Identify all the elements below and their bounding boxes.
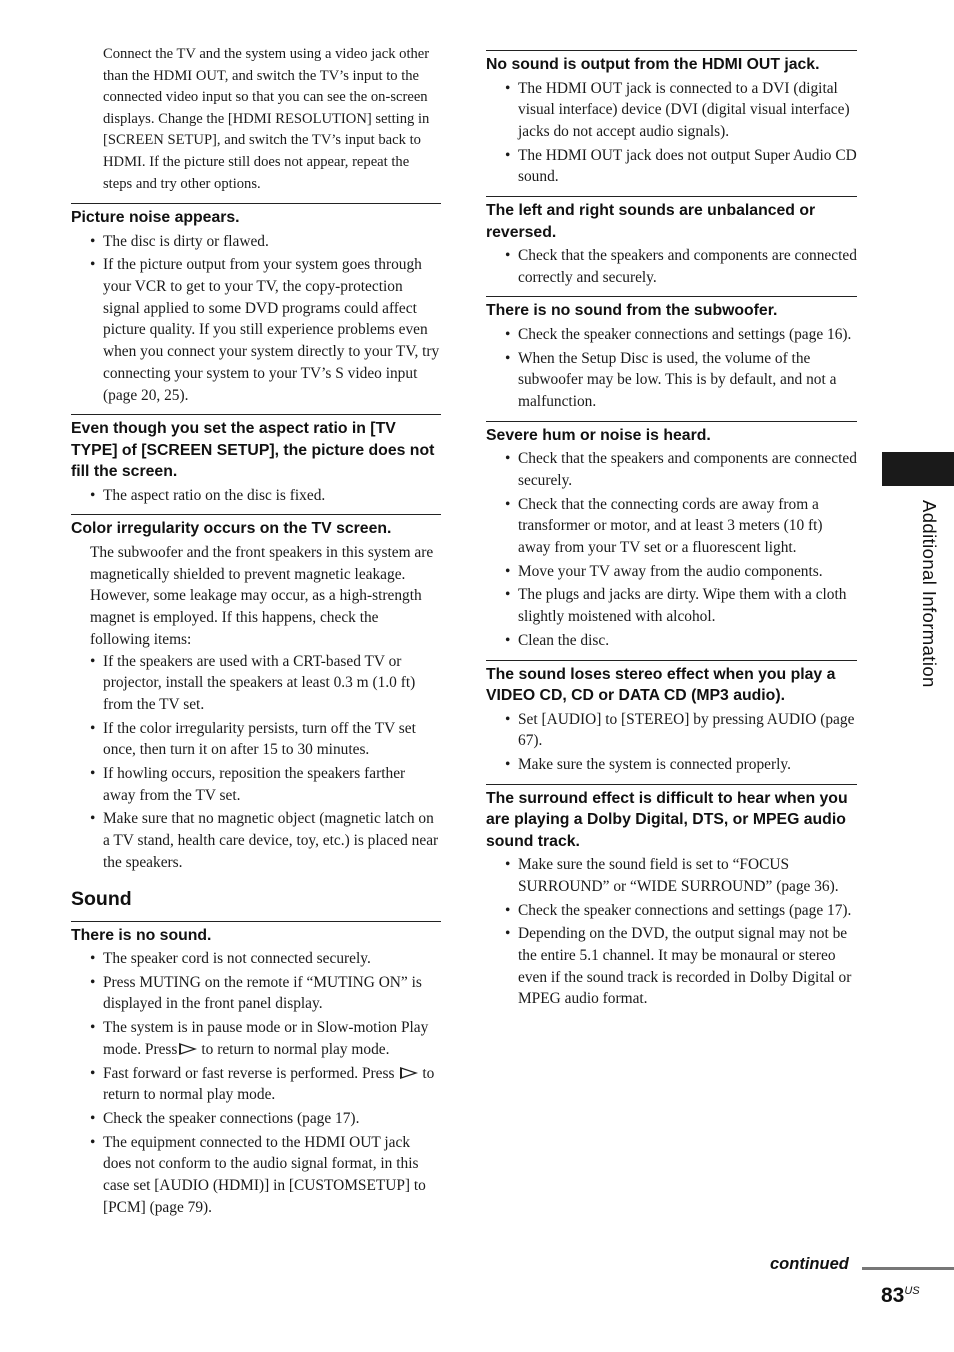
right-column — [486, 44, 857, 1012]
section-hdmi-out — [486, 50, 857, 188]
list-item: • If the picture output from your system goes through your VCR to get to your TV, the copy-protection signal applied to some DVD programs could affect picture quality. If you still experience problems even when you connect your system directly to your TV, try connecting your system to your TV’s S video input (page 20, 25). — [90, 256, 440, 404]
list-item: • Move your TV away from the audio components. — [505, 562, 823, 580]
list-item: • Check the speaker connections (page 17). — [90, 1109, 360, 1127]
list-item: • Make sure the sound field is set to “FOCUS SURROUND” or “WIDE SURROUND” (page 36). — [505, 856, 839, 895]
list-item: • The system is in pause mode or in Slow-motion Play mode. Press to return to normal play mode. — [90, 1019, 429, 1058]
intro-paragraph: Connect the TV and the system using a video jack other than the HDMI OUT, and switch the TV’s input to the connected video input so that you can see the on-screen displays. Change the [HDMI RESOLUTION] setting in [SCREEN SETUP], and switch the TV’s input back to HDMI. If the picture still does not appear, repeat the steps and try other options. — [103, 46, 430, 192]
section-heading: The sound loses stereo effect when you play a VIDEO CD, CD or DATA CD (MP3 audio). — [486, 665, 836, 705]
list-item: • Make sure the system is connected properly. — [505, 755, 791, 773]
section-picture-noise — [71, 203, 441, 406]
page-number: $83^{US}$ — [881, 1284, 920, 1307]
list-item: • Check that the speakers and components are connected securely. — [505, 450, 857, 489]
list-item: • If the speakers are used with a CRT-based TV or projector, install the speakers at least 0.3 m (1.0 ft) from the TV set. — [90, 652, 416, 713]
list-item: • Clean the disc. — [505, 631, 610, 649]
page-suffix: US — [904, 1285, 920, 1297]
section-unbalanced — [486, 196, 857, 288]
bullet-list — [71, 485, 441, 507]
section-subwoofer — [486, 296, 857, 412]
section-stereo-effect — [486, 660, 857, 776]
section-surround — [486, 784, 857, 1010]
section-heading: Severe hum or noise is heard. — [486, 426, 711, 444]
list-item: • Depending on the DVD, the output signal may not be the entire 5.1 channel. It may be monaural or stereo even if the sound track is recorded in Dolby Digital or MPEG audio format. — [505, 925, 852, 1008]
list-item: • If the color irregularity persists, turn off the TV set once, then turn it on after 15 to 30 minutes. — [90, 719, 416, 759]
section-heading: There is no sound. — [71, 926, 212, 944]
section-heading: There is no sound from the subwoofer. — [486, 302, 778, 320]
list-item: • Check the speaker connections and settings (page 16). — [505, 325, 852, 343]
list-item: • The disc is dirty or flawed. — [90, 232, 269, 250]
list-item: • Press MUTING on the remote if “MUTING ON” is displayed in the front panel display. — [90, 973, 422, 1013]
list-item: • Check the speaker connections and settings (page 17). — [505, 901, 852, 919]
bullet-list — [71, 651, 441, 874]
bullet-list — [71, 948, 441, 1218]
section-heading: No sound is output from the HDMI OUT jack. — [486, 56, 820, 73]
section-aspect-ratio — [71, 414, 441, 506]
section-heading: The surround effect is difficult to hear when you are playing a Dolby Digital, DTS, or MPEG audio sound track. — [486, 789, 848, 850]
list-item: • Check that the speakers and components are connected correctly and securely. — [505, 247, 857, 286]
side-tab-marker — [882, 452, 954, 486]
continued-rule — [862, 1267, 954, 1270]
side-section-label: Additional Information — [919, 500, 940, 688]
list-item: • The equipment connected to the HDMI OUT jack does not conform to the audio signal format, in this case set [AUDIO (HDMI)] in [CUSTOMSETUP] to [PCM] (page 79). — [90, 1133, 426, 1216]
list-item: • The HDMI OUT jack is connected to a DVI (digital visual interface) device (DVI (digital visual interface) jacks do not accept audio signals). — [505, 79, 850, 140]
list-item: • Check that the connecting cords are away from a transformer or motor, and at least 3 meters (10 ft) away from your TV set or a fluorescent light. — [505, 495, 823, 557]
list-item: • The HDMI OUT jack does not output Super Audio CD sound. — [505, 146, 857, 186]
bullet-list — [486, 709, 857, 776]
list-item: • The aspect ratio on the disc is fixed. — [90, 486, 326, 504]
left-column — [71, 44, 441, 1220]
section-hum — [486, 421, 857, 652]
section-heading: Even though you set the aspect ratio in [TV TYPE] of [SCREEN SETUP], the picture does not fill the screen. — [71, 420, 435, 481]
continued-label: continued — [770, 1255, 849, 1273]
section-intro: The subwoofer and the front speakers in this system are magnetically shielded to prevent magnetic leakage. However, some leakage may occur, as a high-strength magnet is employed. If this happens, check the following items: — [90, 543, 434, 648]
section-heading: Picture noise appears. — [71, 209, 240, 227]
section-color-irregularity — [71, 514, 441, 873]
bullet-list — [486, 78, 857, 189]
section-no-sound — [71, 921, 441, 1219]
list-item: • The speaker cord is not connected securely. — [90, 950, 371, 968]
list-item: • Fast forward or fast reverse is performed. Press to return to normal play mode. — [90, 1064, 435, 1104]
bullet-list — [71, 231, 441, 407]
list-item: • Set [AUDIO] to [STEREO] by pressing AUDIO (page 67). — [505, 710, 855, 750]
bullet-list — [486, 854, 857, 1010]
list-item: • Make sure that no magnetic object (magnetic latch on a TV stand, health care device, toy, etc.) is placed near the speakers. — [90, 810, 439, 871]
play-icon — [179, 1043, 197, 1055]
bullet-list — [486, 245, 857, 288]
section-heading: The left and right sounds are unbalanced or reversed. — [486, 202, 816, 241]
list-item: • When the Setup Disc is used, the volume of the subwoofer may be low. This is by default, and not a malfunction. — [505, 349, 837, 411]
list-item: • If howling occurs, reposition the speakers farther away from the TV set. — [90, 765, 406, 804]
sound-heading: Sound — [71, 887, 132, 910]
bullet-list — [486, 448, 857, 651]
bullet-list — [486, 324, 857, 413]
section-heading: Color irregularity occurs on the TV screen. — [71, 520, 392, 538]
play-icon — [400, 1067, 418, 1079]
list-item: • The plugs and jacks are dirty. Wipe them with a cloth slightly moistened with alcohol. — [505, 586, 847, 626]
